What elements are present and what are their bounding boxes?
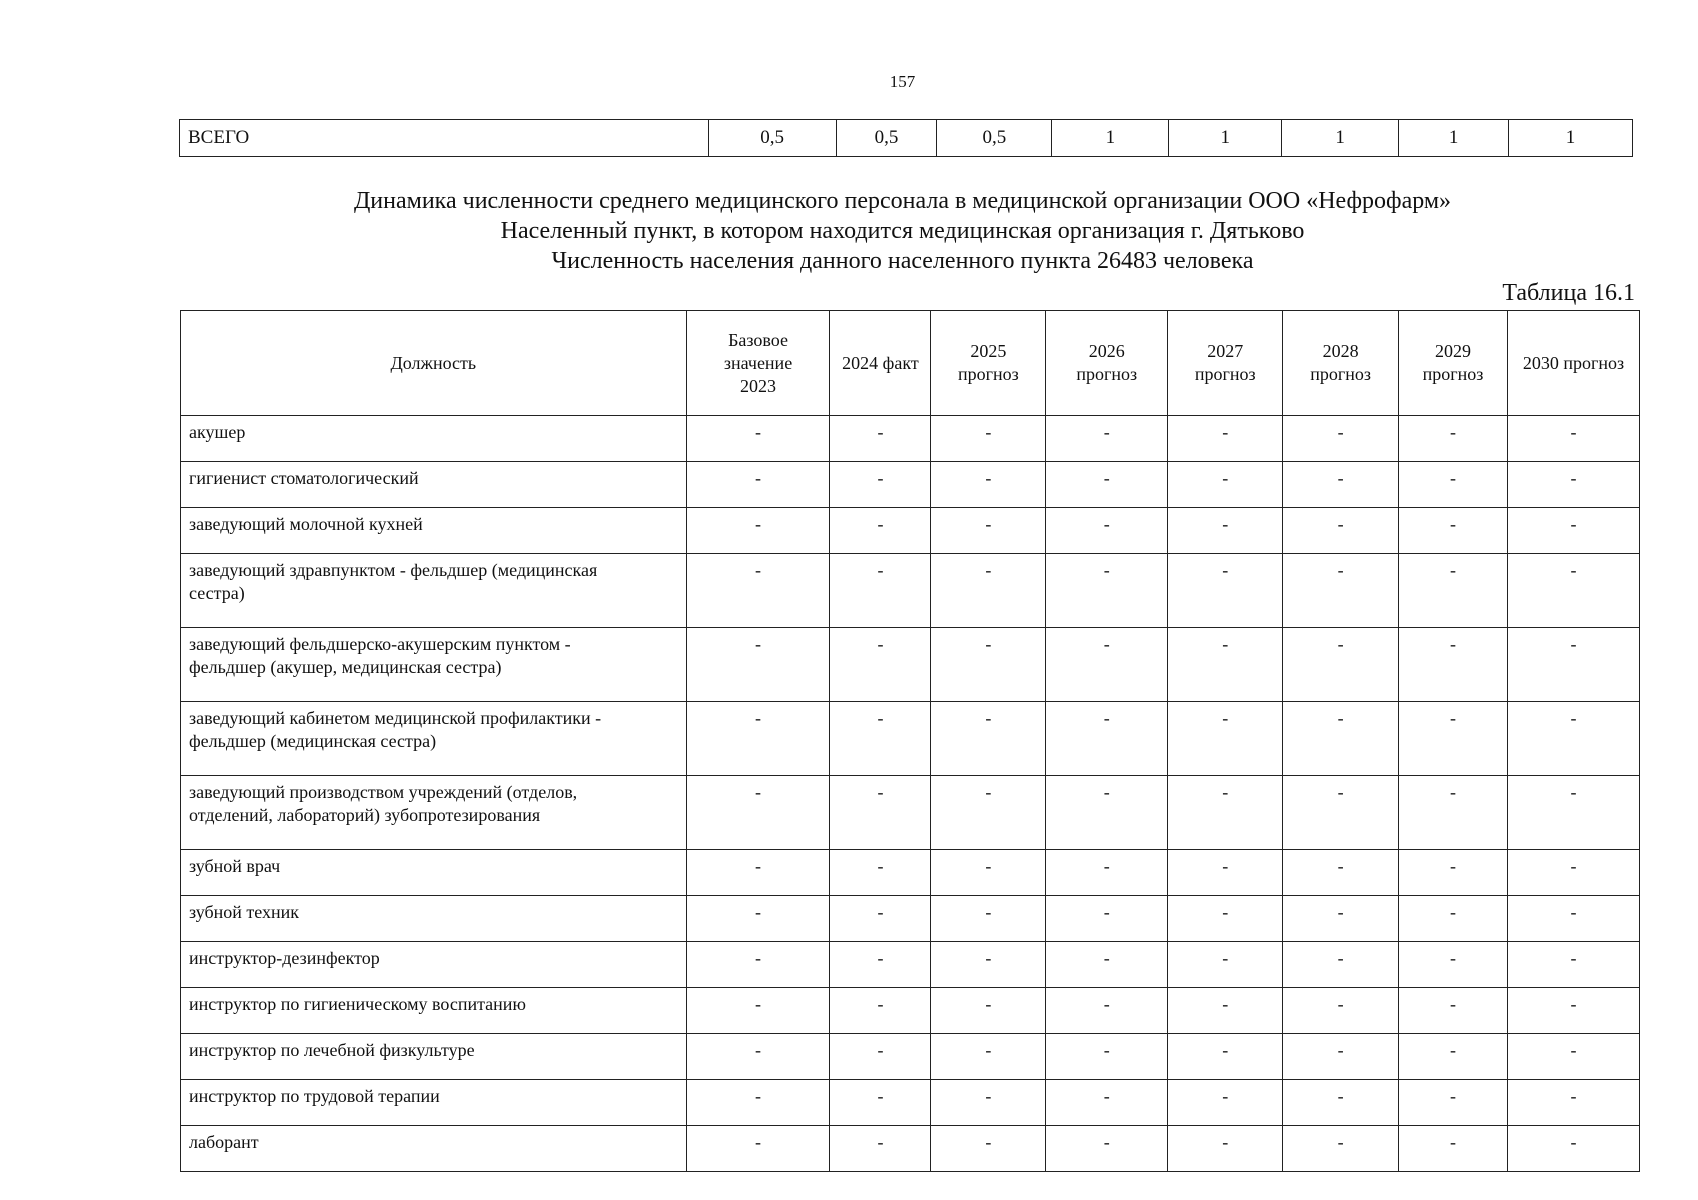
value-cell: -	[931, 942, 1046, 988]
value-cell: -	[686, 554, 830, 628]
value-cell: -	[830, 1126, 931, 1172]
value-cell: -	[931, 554, 1046, 628]
value-cell: -	[1046, 896, 1168, 942]
title-line: Населенный пункт, в котором находится медицинская организация г. Дятьково	[500, 218, 1305, 244]
value-cell: -	[1168, 1034, 1283, 1080]
value-cell: -	[1046, 508, 1168, 554]
value-cell: -	[686, 416, 830, 462]
header-2028	[1283, 311, 1399, 416]
value-cell: -	[830, 628, 931, 702]
position-cell: инструктор-дезинфектор	[181, 942, 687, 988]
value-cell: -	[830, 942, 931, 988]
value-cell: -	[931, 508, 1046, 554]
value-cell: -	[830, 416, 931, 462]
value-cell: -	[686, 1080, 830, 1126]
header-2029	[1399, 311, 1508, 416]
value-cell: -	[686, 896, 830, 942]
header-text: прогноз	[1194, 364, 1256, 384]
value-cell: -	[1399, 702, 1508, 776]
value-cell: -	[1508, 942, 1640, 988]
page-number: 157	[889, 72, 916, 91]
value-cell: -	[1399, 988, 1508, 1034]
value-cell: -	[1508, 1126, 1640, 1172]
staff-table	[180, 310, 1640, 1172]
header-text: 2029	[1435, 341, 1472, 361]
value-cell: -	[1508, 508, 1640, 554]
header-text: 2027	[1207, 341, 1244, 361]
total-table	[179, 119, 1633, 157]
table-header-row	[181, 311, 1640, 416]
value-cell: -	[1399, 628, 1508, 702]
value-cell: -	[1283, 896, 1399, 942]
position-line: фельдшер (медицинская сестра)	[189, 731, 437, 751]
value-cell: -	[686, 702, 830, 776]
total-value: 1	[1169, 120, 1282, 157]
total-value: 0,5	[937, 120, 1052, 157]
value-cell: -	[1168, 462, 1283, 508]
value-cell: -	[1399, 462, 1508, 508]
value-cell: -	[1508, 850, 1640, 896]
header-text: 2023	[740, 375, 777, 396]
value-cell: -	[1508, 1034, 1640, 1080]
position-cell: акушер	[181, 416, 687, 462]
value-cell: -	[1046, 702, 1168, 776]
value-cell: -	[830, 462, 931, 508]
header-2024-fact: 2024 факт	[830, 311, 931, 416]
header-2030: 2030 прогноз	[1508, 311, 1640, 416]
value-cell: -	[1399, 1126, 1508, 1172]
value-cell: -	[1399, 508, 1508, 554]
position-cell: заведующий молочной кухней	[181, 508, 687, 554]
position-cell	[181, 554, 687, 628]
header-text: значение	[723, 352, 793, 373]
header-text: Базовое	[728, 329, 788, 350]
header-text: 2025	[970, 341, 1007, 361]
value-cell: -	[1399, 1080, 1508, 1126]
position-line: фельдшер (акушер, медицинская сестра)	[189, 657, 502, 677]
value-cell: -	[1283, 776, 1399, 850]
value-cell: -	[1508, 896, 1640, 942]
value-cell: -	[686, 628, 830, 702]
value-cell: -	[1508, 628, 1640, 702]
value-cell: -	[931, 776, 1046, 850]
value-cell: -	[1508, 462, 1640, 508]
table-row	[181, 850, 1640, 896]
value-cell: -	[1046, 776, 1168, 850]
header-text: 2028	[1322, 341, 1359, 361]
value-cell: -	[1508, 702, 1640, 776]
value-cell: -	[830, 702, 931, 776]
total-value: 0,5	[708, 120, 836, 157]
value-cell: -	[1399, 416, 1508, 462]
value-cell: -	[1046, 1034, 1168, 1080]
table-row	[181, 554, 1640, 628]
value-cell: -	[686, 1126, 830, 1172]
value-cell: -	[1168, 988, 1283, 1034]
value-cell: -	[1283, 850, 1399, 896]
position-cell	[181, 776, 687, 850]
value-cell: -	[830, 1080, 931, 1126]
position-cell	[181, 702, 687, 776]
value-cell: -	[686, 462, 830, 508]
value-cell: -	[1168, 850, 1283, 896]
position-cell: инструктор по трудовой терапии	[181, 1080, 687, 1126]
value-cell: -	[931, 850, 1046, 896]
value-cell: -	[1283, 508, 1399, 554]
header-2026	[1046, 311, 1168, 416]
total-row	[180, 120, 1633, 157]
table-row	[181, 988, 1640, 1034]
value-cell: -	[931, 462, 1046, 508]
total-value: 1	[1052, 120, 1169, 157]
value-cell: -	[1046, 554, 1168, 628]
value-cell: -	[1283, 988, 1399, 1034]
value-cell: -	[1046, 462, 1168, 508]
value-cell: -	[1283, 1034, 1399, 1080]
header-text: прогноз	[1076, 364, 1138, 384]
value-cell: -	[1283, 942, 1399, 988]
value-cell: -	[1168, 776, 1283, 850]
table-row	[181, 1080, 1640, 1126]
value-cell: -	[1046, 942, 1168, 988]
value-cell: -	[931, 988, 1046, 1034]
title-line: Динамика численности среднего медицинского персонала в медицинской организации ООО «Нефрофарм»	[353, 188, 1452, 214]
value-cell: -	[686, 776, 830, 850]
value-cell: -	[1168, 1126, 1283, 1172]
table-number: Таблица 16.1	[1502, 280, 1635, 306]
value-cell: -	[1283, 1126, 1399, 1172]
value-cell: -	[931, 1126, 1046, 1172]
table-row	[181, 896, 1640, 942]
value-cell: -	[1283, 462, 1399, 508]
value-cell: -	[1168, 416, 1283, 462]
value-cell: -	[830, 508, 931, 554]
position-line: заведующий производством учреждений (отделов,	[189, 782, 578, 802]
value-cell: -	[1168, 702, 1283, 776]
value-cell: -	[931, 702, 1046, 776]
value-cell: -	[1046, 416, 1168, 462]
header-text: прогноз	[1422, 364, 1484, 384]
table-row	[181, 462, 1640, 508]
value-cell: -	[686, 850, 830, 896]
position-cell: инструктор по гигиеническому воспитанию	[181, 988, 687, 1034]
value-cell: -	[1168, 508, 1283, 554]
value-cell: -	[1399, 942, 1508, 988]
value-cell: -	[931, 1080, 1046, 1126]
value-cell: -	[686, 942, 830, 988]
total-value: 1	[1282, 120, 1399, 157]
table-row	[181, 1126, 1640, 1172]
total-label: ВСЕГО	[180, 120, 709, 157]
value-cell: -	[1399, 1034, 1508, 1080]
value-cell: -	[1168, 554, 1283, 628]
value-cell: -	[1046, 1126, 1168, 1172]
value-cell: -	[1168, 896, 1283, 942]
title-line: Численность населения данного населенного пункта 26483 человека	[551, 248, 1254, 274]
position-line: сестра)	[189, 583, 245, 603]
value-cell: -	[1399, 896, 1508, 942]
value-cell: -	[931, 416, 1046, 462]
table-row	[181, 508, 1640, 554]
position-cell: зубной врач	[181, 850, 687, 896]
value-cell: -	[1283, 1080, 1399, 1126]
value-cell: -	[1508, 988, 1640, 1034]
value-cell: -	[1508, 1080, 1640, 1126]
value-cell: -	[1046, 850, 1168, 896]
position-cell: лаборант	[181, 1126, 687, 1172]
header-text: прогноз	[1310, 364, 1371, 384]
value-cell: -	[686, 1034, 830, 1080]
header-text: 2026	[1088, 341, 1125, 361]
position-line: заведующий кабинетом медицинской профилактики -	[189, 708, 602, 728]
value-cell: -	[1283, 554, 1399, 628]
value-cell: -	[1168, 1080, 1283, 1126]
value-cell: -	[686, 508, 830, 554]
value-cell: -	[1508, 416, 1640, 462]
total-value: 1	[1509, 120, 1633, 157]
value-cell: -	[1168, 942, 1283, 988]
value-cell: -	[1399, 850, 1508, 896]
table-row	[181, 628, 1640, 702]
header-position: Должность	[181, 311, 687, 416]
value-cell: -	[686, 988, 830, 1034]
header-2027	[1168, 311, 1283, 416]
value-cell: -	[931, 896, 1046, 942]
value-cell: -	[1283, 702, 1399, 776]
value-cell: -	[830, 1034, 931, 1080]
value-cell: -	[1508, 776, 1640, 850]
position-line: заведующий фельдшерско-акушерским пунктом -	[189, 634, 571, 654]
value-cell: -	[830, 850, 931, 896]
position-line: отделений, лабораторий) зубопротезирования	[189, 805, 541, 825]
value-cell: -	[931, 1034, 1046, 1080]
value-cell: -	[1046, 628, 1168, 702]
value-cell: -	[830, 554, 931, 628]
position-cell: гигиенист стоматологический	[181, 462, 687, 508]
table-row	[181, 776, 1640, 850]
position-cell: инструктор по лечебной физкультуре	[181, 1034, 687, 1080]
header-base-value	[686, 311, 830, 416]
table-row	[181, 416, 1640, 462]
value-cell: -	[1399, 554, 1508, 628]
position-cell: зубной техник	[181, 896, 687, 942]
value-cell: -	[830, 776, 931, 850]
position-line: заведующий здравпунктом - фельдшер (медицинская	[189, 560, 598, 580]
table-row	[181, 1034, 1640, 1080]
position-cell	[181, 628, 687, 702]
value-cell: -	[1399, 776, 1508, 850]
total-value: 1	[1399, 120, 1509, 157]
table-row	[181, 942, 1640, 988]
header-2025	[931, 311, 1046, 416]
document-title	[0, 186, 1698, 276]
table-row	[181, 702, 1640, 776]
value-cell: -	[931, 628, 1046, 702]
value-cell: -	[830, 988, 931, 1034]
header-text: прогноз	[957, 364, 1019, 384]
total-value: 0,5	[836, 120, 937, 157]
value-cell: -	[1168, 628, 1283, 702]
value-cell: -	[1046, 1080, 1168, 1126]
value-cell: -	[1283, 628, 1399, 702]
value-cell: -	[1046, 988, 1168, 1034]
value-cell: -	[830, 896, 931, 942]
value-cell: -	[1508, 554, 1640, 628]
value-cell: -	[1283, 416, 1399, 462]
